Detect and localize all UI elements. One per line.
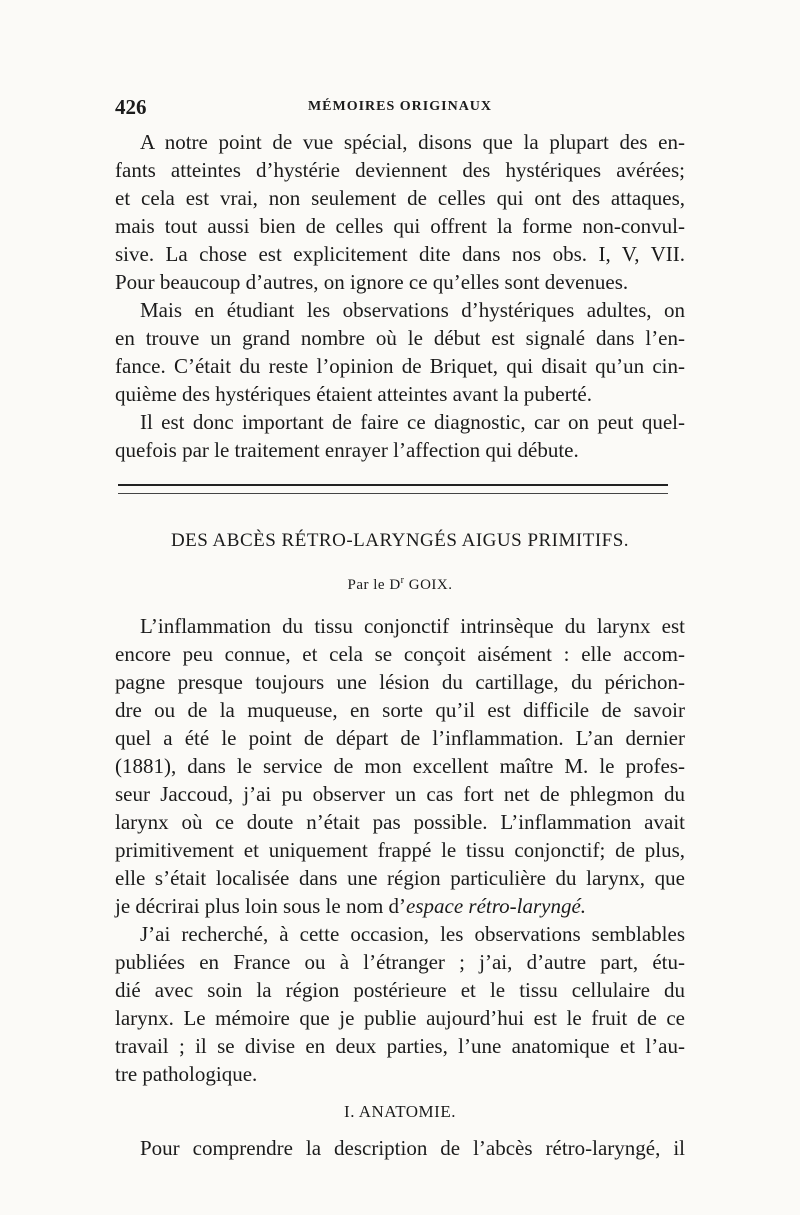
text-line-with-term [115,892,685,920]
running-head [115,95,685,119]
text-segment: je décrirai plus loin sous le nom d’ [115,894,407,918]
text-line: tre pathologique. [115,1062,258,1086]
running-title: MÉMOIRES ORIGINAUX [307,99,493,114]
section-rule [118,484,668,494]
byline-prefix: Par le D [347,577,401,593]
text-line: dre ou de la muqueuse, en sorte qu’il est difficile de savoir [115,698,685,722]
text-line: primitivement et uniquement frappé le tissu conjonctif; de plus, [115,838,685,862]
text-line: quefois par le traitement enrayer l’affection qui débute. [115,438,579,462]
text-line: A notre point de vue spécial, disons que la plupart des en- [140,130,685,154]
text-line: mais tout aussi bien de celles qui offrent la forme non-convul- [115,214,685,238]
page-number: 426 [115,95,147,119]
text-line: L’inflammation du tissu conjonctif intrinsèque du larynx est [140,614,685,638]
byline-sup: r [400,575,405,586]
byline-name: GOIX. [408,577,453,593]
text-line: fance. C’était du reste l’opinion de Briquet, qui disait qu’un cin- [115,354,685,378]
text-line: dié avec soin la région postérieure et le tissu cellulaire du [115,978,685,1002]
text-line: pagne presque toujours une lésion du cartillage, du périchon- [115,670,685,694]
text-line: larynx où ce doute n’était pas possible. L’inflammation avait [115,810,685,834]
text-line: Il est donc important de faire ce diagnostic, car on peut quel- [140,410,685,434]
text-line: encore peu connue, et cela se conçoit aisément : elle accom- [115,642,685,666]
article-byline [115,567,685,595]
italic-term: espace rétro-laryngé. [406,894,587,918]
text-line: larynx. Le mémoire que je publie aujourd’hui est le fruit de ce [115,1006,685,1030]
text-line: (1881), dans le service de mon excellent maître M. le profes- [115,754,685,778]
text-line: et cela est vrai, non seulement de celles qui ont des attaques, [115,186,685,210]
text-line: fants atteintes d’hystérie deviennent des hystériques avérées; [115,158,685,182]
section-heading: I. ANATOMIE. [344,1102,456,1121]
article-title: DES ABCÈS RÉTRO-LARYNGÉS AIGUS PRIMITIFS. [170,530,630,551]
text-line: J’ai recherché, à cette occasion, les observations semblables [140,922,685,946]
text-line: elle s’était localisée dans une région particulière du larynx, que [115,866,685,890]
text-line: seur Jaccoud, j’ai pu observer un cas fort net de phlegmon du [115,782,685,806]
text-line: Pour comprendre la description de l’abcès rétro-laryngé, il [140,1136,685,1160]
text-line: en trouve un grand nombre où le début est signalé dans l’en- [115,326,685,350]
text-line: Pour beaucoup d’autres, on ignore ce qu’elles sont devenues. [115,270,629,294]
text-line: publiées en France ou à l’étranger ; j’ai, d’autre part, étu- [115,950,685,974]
text-line: quième des hystériques étaient atteintes avant la puberté. [115,382,592,406]
text-line: quel a été le point de départ de l’inflammation. L’an dernier [115,726,685,750]
text-line: sive. La chose est explicitement dite dans nos obs. I, V, VII. [115,242,685,266]
text-line: Mais en étudiant les observations d’hystériques adultes, on [140,298,685,322]
text-line: travail ; il se divise en deux parties, l’une anatomique et l’au- [115,1034,685,1058]
